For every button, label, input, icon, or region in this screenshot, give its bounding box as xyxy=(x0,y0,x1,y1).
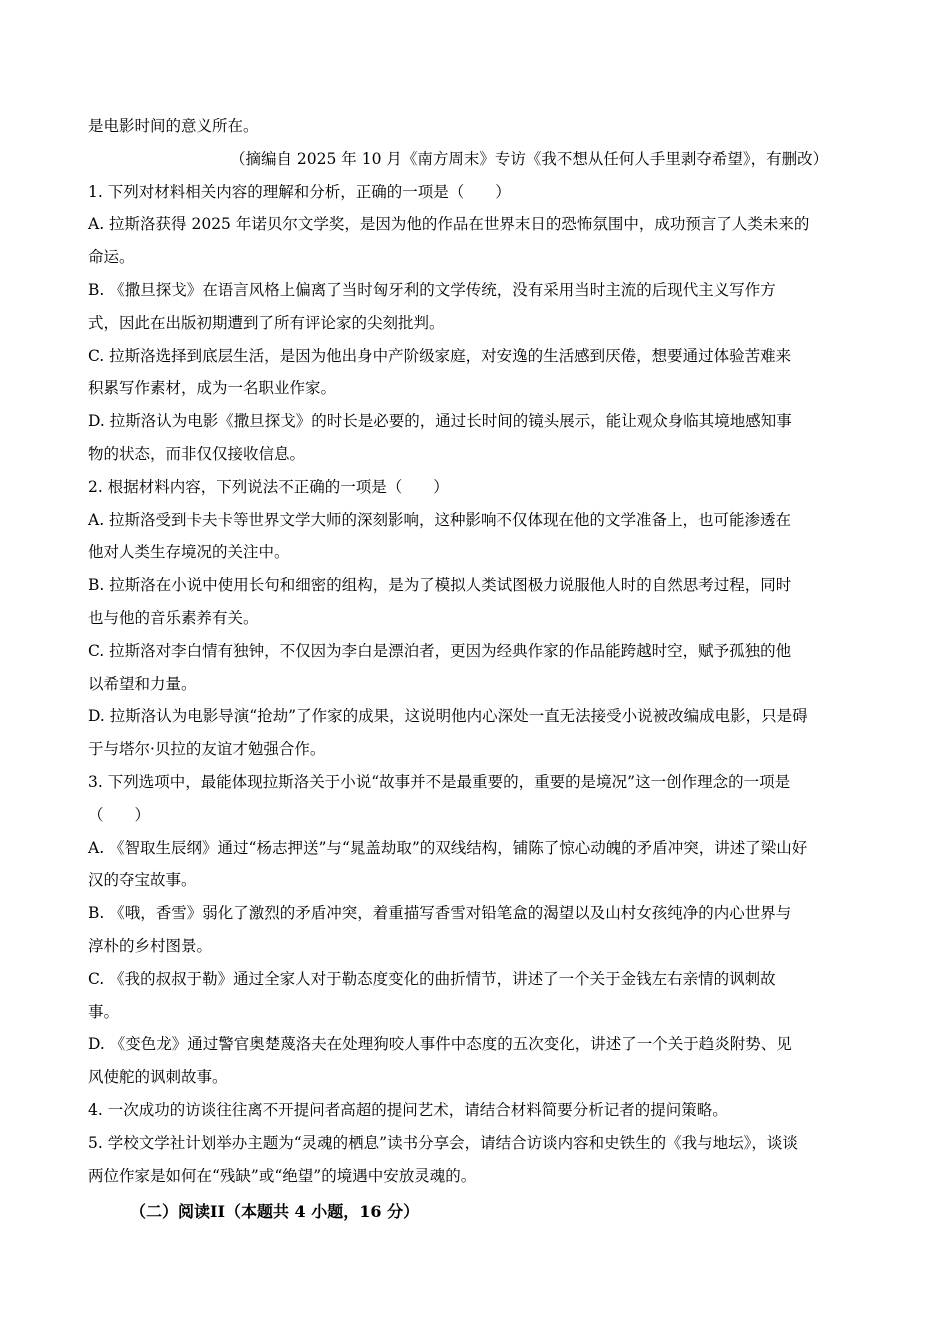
question-2-option-d-cont: 于与塔尔·贝拉的友谊才勉强合作。 xyxy=(88,740,326,759)
question-1-option-a: A. 拉斯洛获得 2025 年诺贝尔文学奖，是因为他的作品在世界末日的恐怖氛围中，成功预言了人类未来的 xyxy=(88,215,810,234)
question-3-option-b-cont: 淳朴的乡村图景。 xyxy=(88,936,213,955)
question-2-option-c: C. 拉斯洛对李白情有独钟，不仅因为李白是漂泊者，更因为经典作家的作品能跨越时空，赋予孤独的他 xyxy=(88,641,792,660)
question-2-option-d: D. 拉斯洛认为电影导演“抢劫”了作家的成果，这说明他内心深处一直无法接受小说被改编成电影，只是碍 xyxy=(88,707,808,726)
question-1-option-c: C. 拉斯洛选择到底层生活，是因为他出身中产阶级家庭，对安逸的生活感到厌倦，想要通过体验苦难来 xyxy=(88,346,792,365)
question-2-option-b: B. 拉斯洛在小说中使用长句和细密的组构，是为了模拟人类试图极力说服他人时的自然思考过程，同时 xyxy=(88,576,792,595)
question-1-option-d: D. 拉斯洛认为电影《撒旦探戈》的时长是必要的，通过长时间的镜头展示，能让观众身临其境地感知事 xyxy=(88,412,792,431)
question-1-option-d-cont: 物的状态，而非仅仅接收信息。 xyxy=(88,444,306,463)
source-citation: （摘编自 2025 年 10 月《南方周末》专访《我不想从任何人手里剥夺希望》，有删改） xyxy=(230,149,829,168)
question-3-option-a: A. 《智取生辰纲》通过“杨志押送”与“晁盖劫取”的双线结构，铺陈了惊心动魄的矛盾冲突，讲述了梁山好 xyxy=(88,838,808,857)
question-2-stem: 2. 根据材料内容，下列说法不正确的一项是（ ） xyxy=(88,477,449,496)
question-5-stem: 5. 学校文学社计划举办主题为“灵魂的栖息”读书分享会，请结合访谈内容和史铁生的《我与地坛》，谈谈 xyxy=(88,1133,798,1152)
question-1-option-b-cont: 式，因此在出版初期遭到了所有评论家的尖刻批判。 xyxy=(88,313,445,332)
question-1-option-b: B. 《撒旦探戈》在语言风格上偏离了当时匈牙利的文学传统，没有采用当时主流的后现代主义写作方 xyxy=(88,280,776,299)
question-1-option-c-cont: 积累写作素材，成为一名职业作家。 xyxy=(88,379,337,398)
question-3-option-d: D. 《变色龙》通过警官奥楚蔑洛夫在处理狗咬人事件中态度的五次变化，讲述了一个关于趋炎附势、见 xyxy=(88,1035,792,1054)
question-3-option-a-cont: 汉的夺宝故事。 xyxy=(88,871,197,890)
question-3-stem-cont: （ ） xyxy=(88,805,151,824)
section-heading: （二）阅读II（本题共 4 小题，16 分） xyxy=(130,1202,420,1222)
question-2-option-a: A. 拉斯洛受到卡夫卡等世界文学大师的深刻影响，这种影响不仅体现在他的文学准备上，也可能渗透在 xyxy=(88,510,792,529)
question-3-stem: 3. 下列选项中，最能体现拉斯洛关于小说“故事并不是最重要的，重要的是境况”这一创作理念的一项是 xyxy=(88,772,791,791)
question-3-option-b: B. 《哦，香雪》弱化了激烈的矛盾冲突，着重描写香雪对铅笔盒的渴望以及山村女孩纯净的内心世界与 xyxy=(88,904,792,923)
question-5-stem-cont: 两位作家是如何在“残缺”或“绝望”的境遇中安放灵魂的。 xyxy=(88,1166,477,1185)
question-2-option-a-cont: 他对人类生存境况的关注中。 xyxy=(88,543,290,562)
question-2-option-c-cont: 以希望和力量。 xyxy=(88,674,197,693)
question-3-option-c: C. 《我的叔叔于勒》通过全家人对于勒态度变化的曲折情节，讲述了一个关于金钱左右亲情的讽刺故 xyxy=(88,969,776,988)
question-1-stem: 1. 下列对材料相关内容的理解和分析，正确的一项是（ ） xyxy=(88,182,511,201)
question-4-stem: 4. 一次成功的访谈往往离不开提问者高超的提问艺术，请结合材料简要分析记者的提问策略。 xyxy=(88,1100,728,1119)
question-3-option-c-cont: 事。 xyxy=(88,1002,120,1021)
question-3-option-d-cont: 风使舵的讽刺故事。 xyxy=(88,1068,228,1087)
question-1-option-a-cont: 命运。 xyxy=(88,248,135,267)
document-page xyxy=(88,110,868,1228)
question-2-option-b-cont: 也与他的音乐素养有关。 xyxy=(88,608,259,627)
passage-closing-line: 是电影时间的意义所在。 xyxy=(88,117,259,135)
